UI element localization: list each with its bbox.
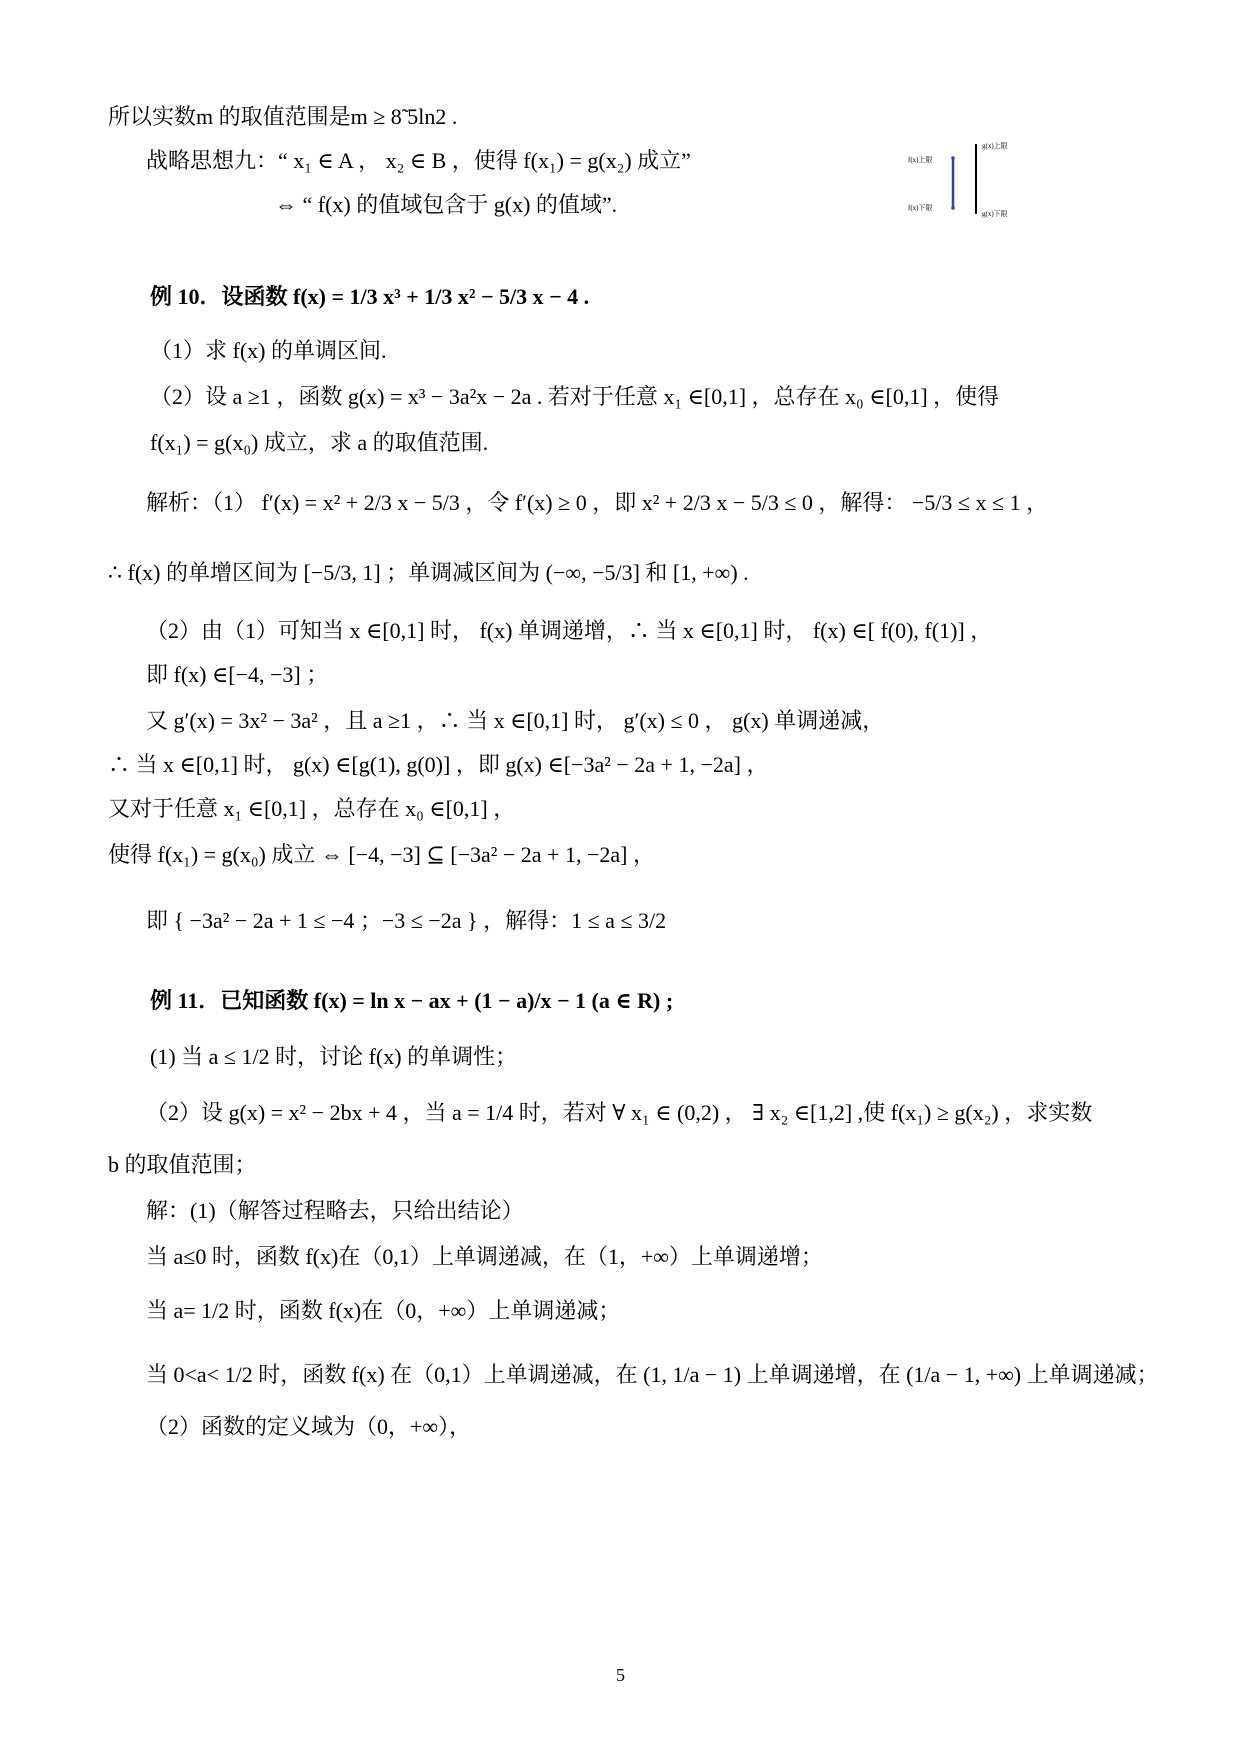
example-10-part-2-cont: f(x₁) = g(x₀) 成立，求 a 的取值范围. — [150, 430, 489, 455]
solution-10-step-5: 又 g′(x) = 3x² − 3a² ，且 a ≥1 ，∴ 当 x ∈[0,1] 时， g′(x) ≤ 0 ， g(x) 单调递减， — [146, 708, 885, 733]
example-11-part-2-cont: b 的取值范围； — [108, 1152, 257, 1177]
solution-11-case-3: 当 0<a< 1/2 时，函数 f(x) 在（0,1）上单调递减，在 (1, 1/a − 1) 上单调递增，在 (1/a − 1, +∞) 上单调递减； — [146, 1362, 1159, 1387]
solution-11-heading: 解：(1)（解答过程略去，只给出结论） — [146, 1198, 524, 1223]
solution-10-step-3: （2）由（1）可知当 x ∈[0,1] 时， f(x) 单调递增，∴ 当 x ∈[0,1] 时， f(x) ∈[ f(0), f(1)] ， — [146, 618, 993, 643]
solution-10-step-2: ∴ f(x) 的单增区间为 [−5/3, 1] ；单调减区间为 (−∞, −5/3] 和 [1, +∞) . — [108, 560, 749, 585]
page-number: 5 — [616, 1665, 625, 1685]
example-10-part-1: （1）求 f(x) 的单调区间. — [150, 338, 387, 363]
example-10-statement: 例 10．设函数 f(x) = 1/3 x³ + 1/3 x² − 5/3 x − 4 . — [150, 284, 590, 309]
solution-10-step-8: 使得 f(x₁) = g(x₀) 成立 ⇔ [−4, −3] ⊆ [−3a² − 2a + 1, −2a] ， — [108, 842, 655, 867]
solution-10-step-4: 即 f(x) ∈[−4, −3] ； — [146, 662, 329, 687]
text-line-1: 所以实数m 的取值范围是m ≥ 8̃ 5ln2 . — [108, 104, 458, 129]
solution-11-part-2: （2）函数的定义域为（0，+∞）， — [146, 1414, 472, 1439]
f-lower-label: f(x)下限 — [908, 204, 933, 212]
f-upper-label: f(x)上限 — [908, 156, 933, 164]
solution-11-case-1: 当 a≤0 时，函数 f(x)在（0,1）上单调递减，在（1，+∞）上单调递增； — [146, 1244, 823, 1269]
range-inclusion-diagram — [908, 142, 1018, 230]
solution-10-step-6: ∴ 当 x ∈[0,1] 时， g(x) ∈[g(1), g(0)] ，即 g(x) ∈[−3a² − 2a + 1, −2a] ， — [108, 752, 769, 777]
solution-10-step-1: 解析：（1） f′(x) = x² + 2/3 x − 5/3 ，令 f′(x) ≥ 0 ，即 x² + 2/3 x − 5/3 ≤ 0 ，解得： −5/3 ≤ x ≤ 1 ， — [146, 490, 1049, 515]
g-lower-label: g(x)下限 — [982, 210, 1008, 218]
solution-10-conclusion: 即 { −3a² − 2a + 1 ≤ −4 ；−3 ≤ −2a } ，解得：1 ≤ a ≤ 3/2 — [146, 908, 667, 933]
solution-10-step-7: 又对于任意 x₁ ∈[0,1] ，总存在 x₀ ∈[0,1] ， — [108, 796, 516, 821]
f-lower-dot — [951, 206, 955, 210]
f-upper-dot — [951, 156, 955, 160]
example-11-part-2: （2）设 g(x) = x² − 2bx + 4 ，当 a = 1/4 时，若对 ∀ x₁ ∈ (0,2) ， ∃ x₂ ∈[1,2] ,使 f(x₁) ≥ g(x₂) ，求实数 — [146, 1100, 1093, 1125]
g-upper-label: g(x)上限 — [982, 142, 1008, 150]
solution-11-case-2: 当 a= 1/2 时，函数 f(x)在（0，+∞）上单调递减； — [146, 1298, 621, 1323]
strategy-nine-equivalence: ⇔ “ f(x) 的值域包含于 g(x) 的值域”. — [275, 192, 618, 217]
example-10-part-2: （2）设 a ≥1 ，函数 g(x) = x³ − 3a²x − 2a . 若对于任意 x₁ ∈[0,1] ，总存在 x₀ ∈[0,1] ，使得 — [150, 384, 1000, 409]
example-11-part-1: (1) 当 a ≤ 1/2 时，讨论 f(x) 的单调性； — [150, 1044, 518, 1069]
strategy-nine-heading: 战略思想九：“ x₁ ∈ A ， x₂ ∈ B ，使得 f(x₁) = g(x₂) 成立” — [146, 148, 691, 173]
example-11-statement: 例 11．已知函数 f(x) = ln x − ax + (1 − a)/x − 1 (a ∈ R) ; — [150, 988, 674, 1013]
